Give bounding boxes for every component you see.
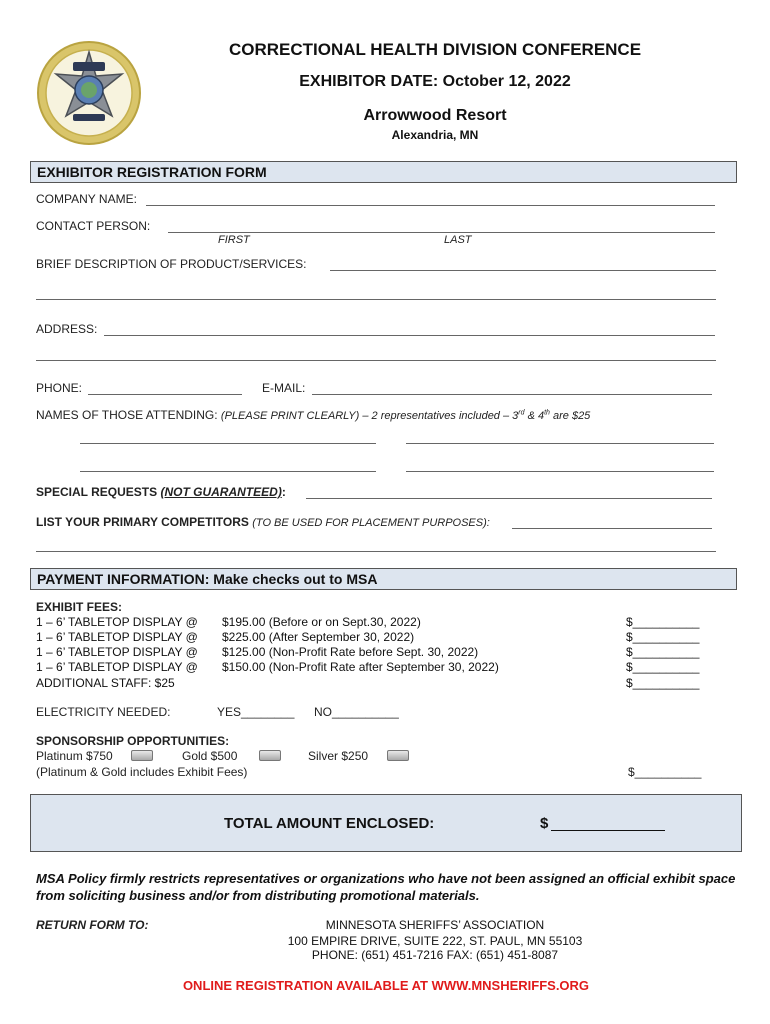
venue-name: Arrowwood Resort (363, 107, 507, 124)
fee-price-3: $125.00 (Non-Profit Rate before Sept. 30, 2022) (222, 645, 479, 659)
return-phone-fax: PHONE: (651) 451-7216 FAX: (651) 451-8087 (311, 948, 559, 962)
gold-label: Gold $500 (182, 749, 238, 763)
conference-title: CORRECTIONAL HEALTH DIVISION CONFERENCE (228, 40, 642, 59)
description-field[interactable] (330, 270, 716, 271)
return-form-label: RETURN FORM TO: (36, 918, 149, 932)
additional-staff-amount[interactable]: $__________ (626, 676, 700, 690)
attendees-sup-rd: rd (518, 409, 525, 417)
platinum-checkbox[interactable] (131, 750, 153, 761)
return-street-address: 100 EMPIRE DRIVE, SUITE 222, ST. PAUL, MN 55103 (287, 934, 583, 948)
attendee-4-field[interactable] (406, 471, 714, 472)
attendees-note-post: are $25 (549, 410, 591, 422)
email-label: E-MAIL: (262, 381, 306, 395)
company-name-field[interactable] (146, 205, 715, 206)
total-amount-label: TOTAL AMOUNT ENCLOSED: (224, 815, 435, 832)
sponsorship-note: (Platinum & Gold includes Exhibit Fees) (36, 765, 248, 779)
attendee-3-field[interactable] (80, 471, 376, 472)
description-field-line-2[interactable] (36, 299, 716, 300)
attendees-label (36, 408, 590, 422)
address-label: ADDRESS: (36, 322, 98, 336)
first-name-caption: FIRST (218, 234, 250, 246)
competitors-label (36, 515, 490, 529)
sheriffs-seal-logo (36, 40, 142, 146)
electricity-yes-option[interactable]: YES________ (217, 705, 295, 719)
platinum-label: Platinum $750 (36, 749, 113, 763)
competitors-field[interactable] (512, 528, 712, 529)
attendees-note-pre: (PLEASE PRINT CLEARLY) – 2 representatives included – 3 (220, 410, 519, 422)
address-field[interactable] (104, 335, 715, 336)
special-requests-field[interactable] (306, 498, 712, 499)
gold-checkbox[interactable] (259, 750, 281, 761)
total-dollar-sign: $ (540, 815, 549, 832)
sponsorship-amount[interactable]: $__________ (628, 765, 702, 779)
fee-item-4: 1 – 6’ TABLETOP DISPLAY @ (36, 660, 198, 674)
fee-price-1: $195.00 (Before or on Sept.30, 2022) (222, 615, 421, 629)
company-name-label: COMPANY NAME: (36, 192, 137, 206)
last-name-caption: LAST (444, 234, 472, 246)
attendee-1-field[interactable] (80, 443, 376, 444)
registration-section-header: EXHIBITOR REGISTRATION FORM (30, 161, 737, 183)
silver-label: Silver $250 (308, 749, 369, 763)
fee-amount-1[interactable]: $__________ (626, 615, 700, 629)
fee-item-1: 1 – 6’ TABLETOP DISPLAY @ (36, 615, 198, 629)
special-requests-text: SPECIAL REQUESTS (36, 485, 158, 499)
contact-person-field[interactable] (168, 232, 715, 233)
fee-amount-4[interactable]: $__________ (626, 660, 700, 674)
phone-label: PHONE: (36, 381, 83, 395)
payment-section-header: PAYMENT INFORMATION: Make checks out to MSA (30, 568, 737, 590)
special-requests-note: (NOT GUARANTEED) (160, 485, 282, 499)
electricity-label: ELECTRICITY NEEDED: (36, 705, 171, 719)
attendees-note-mid: & 4 (524, 410, 545, 422)
fee-price-4: $150.00 (Non-Profit Rate after September 30, 2022) (222, 660, 499, 674)
fee-item-3: 1 – 6’ TABLETOP DISPLAY @ (36, 645, 198, 659)
exhibitor-date: EXHIBITOR DATE: October 12, 2022 (299, 73, 571, 90)
attendees-note (221, 410, 590, 422)
contact-person-label: CONTACT PERSON: (36, 219, 151, 233)
exhibit-fees-label: EXHIBIT FEES: (36, 600, 123, 614)
attendee-2-field[interactable] (406, 443, 714, 444)
competitors-text: LIST YOUR PRIMARY COMPETITORS (36, 515, 249, 529)
attendees-label-text: NAMES OF THOSE ATTENDING: (36, 408, 218, 422)
special-requests-colon: : (281, 485, 286, 499)
attendees-sup-th: th (544, 409, 550, 417)
return-org-name: MINNESOTA SHERIFFS’ ASSOCIATION (325, 918, 545, 932)
total-amount-field[interactable] (551, 830, 665, 831)
additional-staff-label: ADDITIONAL STAFF: $25 (36, 676, 175, 690)
online-registration-link[interactable]: ONLINE REGISTRATION AVAILABLE AT WWW.MNSHERIFFS.ORG (182, 978, 590, 993)
fee-price-2: $225.00 (After September 30, 2022) (222, 630, 415, 644)
email-field[interactable] (312, 394, 712, 395)
venue-city: Alexandria, MN (391, 128, 479, 142)
electricity-no-option[interactable]: NO__________ (314, 705, 399, 719)
address-field-line-2[interactable] (36, 360, 716, 361)
description-label: BRIEF DESCRIPTION OF PRODUCT/SERVICES: (36, 257, 307, 271)
fee-item-2: 1 – 6’ TABLETOP DISPLAY @ (36, 630, 198, 644)
silver-checkbox[interactable] (387, 750, 409, 761)
competitors-field-line-2[interactable] (36, 551, 716, 552)
special-requests-label (36, 485, 286, 499)
sponsorship-label: SPONSORSHIP OPPORTUNITIES: (36, 734, 230, 748)
phone-field[interactable] (88, 394, 242, 395)
fee-amount-2[interactable]: $__________ (626, 630, 700, 644)
competitors-note: (TO BE USED FOR PLACEMENT PURPOSES): (252, 517, 490, 529)
msa-policy-text: MSA Policy firmly restricts representatives or organizations who have not been assigned an official exhibit space from soliciting business and/or from distributing promotional materials. (36, 871, 736, 903)
fee-amount-3[interactable]: $__________ (626, 645, 700, 659)
